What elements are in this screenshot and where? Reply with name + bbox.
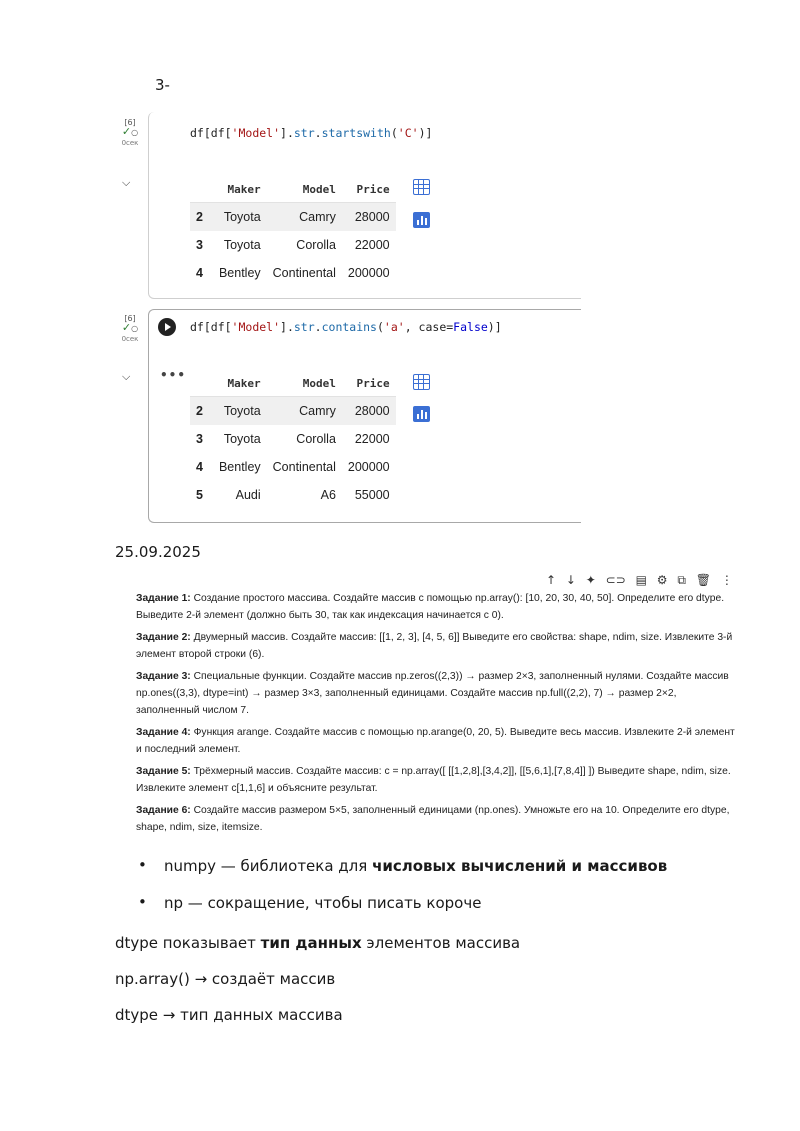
check-icon: ✓○ [121,321,139,334]
note-line-1: dtype показывает тип данных элементов массива [115,934,521,952]
notes-bullet-list [138,857,667,931]
expand-icon[interactable]: ⧉ [677,573,686,587]
column-header: Maker [213,370,267,397]
column-header: Model [267,370,342,397]
comment-icon[interactable]: ▤ [635,573,647,587]
cell2-exec-time: 0сек [121,335,139,343]
cell1-exec-time: 0сек [121,139,139,147]
cell2-gutter [112,314,148,344]
gear-icon[interactable]: ⚙ [656,573,668,587]
convert-to-table-icon[interactable] [413,374,430,390]
column-header: Price [342,176,396,203]
table-row: 4 Bentley Continental 200000 [196,266,390,280]
cell2-output-table [190,370,396,509]
cell1-exec-count: [6] [124,118,136,127]
note-line-2: np.array() → создаёт массив [115,970,336,988]
output-menu-icon[interactable]: ••• [160,368,187,382]
tasks-text-cell [136,590,741,841]
table-row: 3 Toyota Corolla 22000 [196,432,390,446]
cell2-exec-count: [6] [124,314,136,323]
suggest-chart-icon[interactable] [413,212,430,228]
cell-toolbar [546,573,733,588]
column-header: Maker [213,176,267,203]
task-6: Задание 6: Создайте массив размером 5×5, заполненный единицами (np.ones). Умножьте его на 10. Определите его dtype, shape, ndim, size, itemsize. [136,805,730,833]
cell2-code[interactable]: df[df['Model'].str.contains('a', case=False)] [190,320,502,334]
cell1-output-table [190,176,396,287]
task-4: Задание 4: Функция arange. Создайте массив с помощью np.arange(0, 20, 5). Выведите весь массив. Извлеките 2-й элемент и последний элемент. [136,727,735,755]
sparkle-icon[interactable]: ✦ [585,573,596,587]
task-5: Задание 5: Трёхмерный массив. Создайте массив: c = np.array([ [[1,2,8],[3,4,2]], [[5,6,1],[7,8,4]] ]) Выведите shape, ndim, size. Извлеките элемент c[1,1,6] и объясните результат. [136,766,731,794]
table-row: 4 Bentley Continental 200000 [196,460,390,474]
collapse-output-chevron-icon[interactable]: ⌵ [122,176,131,189]
date-label: 25.09.2025 [115,543,201,561]
note-line-3: dtype → тип данных массива [115,1006,343,1024]
convert-to-table-icon[interactable] [413,179,430,195]
column-header: Price [342,370,396,397]
arrow-down-icon[interactable]: ↓ [565,573,576,587]
check-icon: ✓○ [121,125,139,138]
task-3: Задание 3: Специальные функции. Создайте массив np.zeros((2,3)) → размер 2×3, заполненный нулями. Создайте массив np.ones((3,3), dtype=int) → размер 3×3, заполненный единицами. Создайте массив np.full((2,2), 7) → размер 2×2, заполненный числом 7. [136,671,729,716]
cell1-code[interactable]: df[df['Model'].str.startswith('C')] [190,126,433,140]
section-heading: 3- [155,76,170,94]
task-2: Задание 2: Двумерный массив. Создайте массив: [[1, 2, 3], [4, 5, 6]] Выведите его свойства: shape, ndim, size. Извлеките 3-й элемент второй строки (6). [136,632,733,660]
run-cell-icon[interactable] [158,318,176,336]
arrow-up-icon[interactable]: ↑ [546,573,557,587]
task-1: Задание 1: Создание простого массива. Создайте массив с помощью np.array(): [10, 20, 30, 40, 50]. Определите его dtype. Выведите 2-й элемент (должно быть 30, так как индексация начинается с 0). [136,593,725,621]
table-row: 5 Audi A6 55000 [196,488,390,502]
cell1-gutter [112,118,148,148]
table-row: 3 Toyota Corolla 22000 [196,238,390,252]
column-header: Model [267,176,342,203]
list-item: • np — сокращение, чтобы писать короче [138,894,667,931]
more-icon[interactable]: ⋮ [720,573,733,587]
table-row: 2 Toyota Camry 28000 [190,397,396,426]
table-row: 2 Toyota Camry 28000 [190,203,396,232]
suggest-chart-icon[interactable] [413,406,430,422]
collapse-output-chevron-icon[interactable]: ⌵ [122,370,131,383]
link-icon[interactable]: ⊂⊃ [605,573,626,587]
delete-icon[interactable]: 🗑 [695,573,712,587]
list-item: • numpy — библиотека для числовых вычислений и массивов [138,857,667,894]
